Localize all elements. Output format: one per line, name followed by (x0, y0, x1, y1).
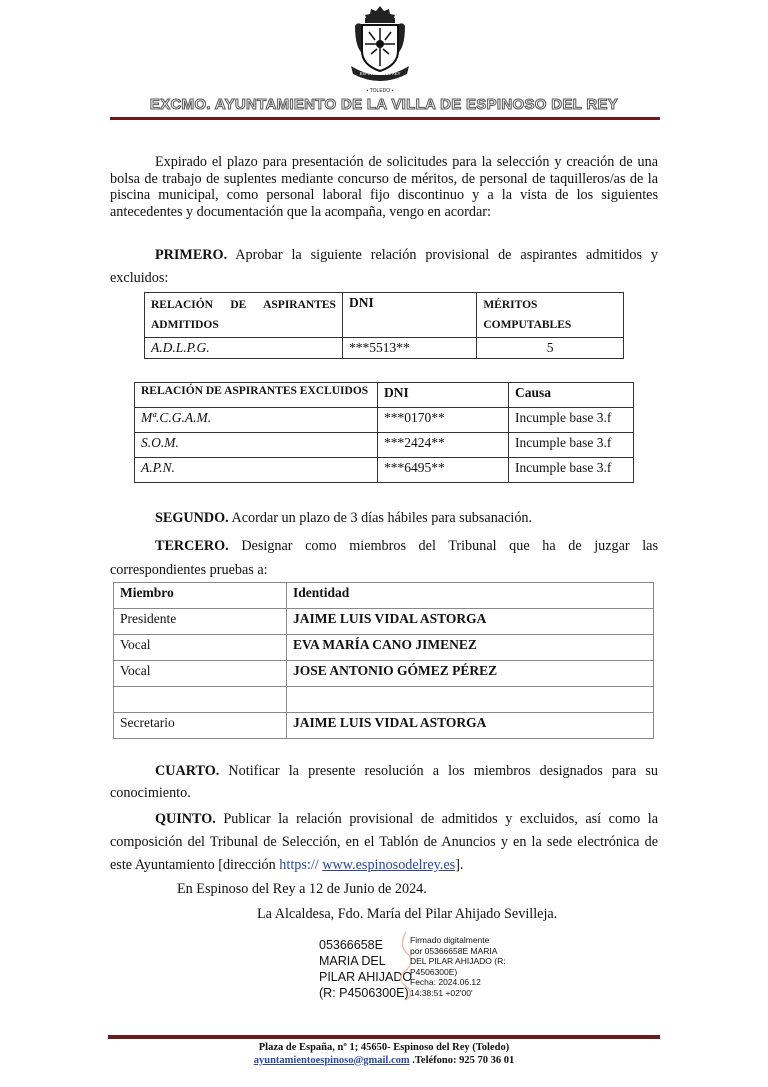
quinto-label: QUINTO. (155, 811, 216, 827)
table-row (114, 687, 654, 713)
member-name: JAIME LUIS VIDAL ASTORGA (287, 609, 654, 635)
footer-email-link[interactable]: ayuntamientoespinoso@gmail.com (253, 1054, 410, 1066)
excluded-name: A.P.N. (135, 458, 378, 483)
place-date: En Espinoso del Rey a 12 de Junio de 2024. (177, 881, 427, 897)
table-row (135, 458, 634, 483)
header-divider (110, 117, 660, 120)
tercero-paragraph (110, 534, 658, 582)
signature-line: PILAR AHIJADO (319, 970, 413, 984)
signature-detail: Fecha: 2024.06.12 (410, 977, 481, 987)
table-header-cell: Causa (509, 383, 634, 408)
table-header-cell: RELACIÓN DE ASPIRANTES ADMITIDOS (145, 293, 343, 338)
signature-detail: Firmado digitalmente (410, 935, 490, 945)
crest-caption: • TOLEDO • (366, 88, 394, 94)
segundo-label: SEGUNDO. (155, 510, 229, 526)
primero-paragraph (110, 244, 658, 290)
member-role (114, 687, 287, 713)
member-name (287, 687, 654, 713)
member-name: JAIME LUIS VIDAL ASTORGA (287, 713, 654, 739)
table-header-cell: DNI (378, 383, 509, 408)
table-header-row (114, 583, 654, 609)
table-row (135, 408, 634, 433)
member-role: Secretario (114, 713, 287, 739)
table-header-cell: Identidad (287, 583, 654, 609)
table-header-cell: RELACIÓN DE ASPIRANTES EXCLUIDOS (135, 383, 378, 408)
excluded-cause: Incumple base 3.f (509, 433, 634, 458)
website-link-prefix: https:// (279, 857, 319, 873)
signature-detail: P4506300E) (410, 966, 458, 977)
excluded-cause: Incumple base 3.f (509, 458, 634, 483)
website-link[interactable]: www.espinosodelrey.es (322, 857, 456, 873)
primero-label: PRIMERO. (155, 247, 228, 263)
admitted-merits: 5 (477, 338, 624, 359)
admitted-dni: ***5513** (342, 338, 476, 359)
signature-detail: DEL PILAR AHIJADO (R: (410, 956, 506, 966)
tercero-text: Designar como miembros del Tribunal que ha de juzgar las correspondientes pruebas a: (110, 538, 658, 578)
member-role: Vocal (114, 661, 287, 687)
table-row (114, 635, 654, 661)
excluded-name: S.O.M. (135, 433, 378, 458)
table-row (114, 661, 654, 687)
segundo-text: Acordar un plazo de 3 días hábiles para subsanación. (231, 510, 533, 526)
excluded-cause: Incumple base 3.f (509, 408, 634, 433)
footer (0, 1042, 768, 1067)
signature-detail: por 05366658E MARIA (410, 945, 498, 956)
member-name: JOSE ANTONIO GÓMEZ PÉREZ (287, 661, 654, 687)
excluded-dni: ***0170** (378, 408, 509, 433)
signature-line: (R: P4506300E) (319, 986, 409, 1000)
admitted-table (144, 292, 624, 359)
primero-text: Aprobar la siguiente relación provisional de aspirantes admitidos y excluidos: (110, 247, 659, 286)
cuarto-label: CUARTO. (155, 763, 220, 779)
tribunal-table (113, 582, 654, 739)
excluded-dni: ***2424** (378, 433, 509, 458)
segundo-paragraph (110, 510, 658, 527)
signature-line: 05366658E (319, 938, 383, 952)
quinto-text: Publicar la relación provisional de admitidos y excluidos, así como la composición del Tribunal de Selección, en el Tablón de Anuncios y en la sede electrónica de este Ayuntamiento [dirección (110, 811, 659, 873)
footer-phone: .Teléfono: 925 70 36 01 (409, 1054, 515, 1066)
cuarto-text: Notificar la presente resolución a los miembros designados para su conocimiento. (110, 763, 659, 801)
admitted-name: A.D.L.P.G. (145, 338, 343, 359)
footer-address: Plaza de España, nº 1; 45650- Espinoso del Rey (Toledo) (258, 1042, 510, 1053)
signature-line: MARIA DEL (319, 954, 386, 968)
table-header-cell: MÉRITOS COMPUTABLES (477, 293, 624, 338)
member-role: Vocal (114, 635, 287, 661)
quinto-paragraph (110, 808, 658, 877)
member-name: EVA MARÍA CANO JIMENEZ (287, 635, 654, 661)
table-header-row (135, 383, 634, 408)
table-header-row (145, 293, 624, 338)
cuarto-paragraph (110, 760, 658, 804)
page-title: EXCMO. AYUNTAMIENTO DE LA VILLA DE ESPINOSO DEL REY (149, 96, 619, 113)
footer-divider (108, 1035, 660, 1039)
table-header-cell: Miembro (114, 583, 287, 609)
table-row (114, 713, 654, 739)
crest-motto: ESPINOSO DEL REY (359, 71, 401, 76)
footer-contact (0, 1055, 768, 1068)
quinto-end: ]. (455, 857, 464, 873)
table-row (114, 609, 654, 635)
excluded-dni: ***6495** (378, 458, 509, 483)
excluded-name: Mª.C.G.A.M. (135, 408, 378, 433)
signer-line: La Alcaldesa, Fdo. María del Pilar Ahijado Sevilleja. (257, 906, 558, 922)
municipal-crest-logo (345, 4, 415, 96)
intro-paragraph: Expirado el plazo para presentación de solicitudes para la selección y creación de una bolsa de trabajo de suplentes mediante concurso de méritos, de personal de taquilleros/as de la piscina municipal, como personal laboral fijo discontinuo y a la vista de los siguientes antecedentes y documentación que la acompaña, vengo en acordar: (110, 154, 658, 220)
tercero-label: TERCERO. (155, 538, 229, 554)
excluded-table (134, 382, 634, 483)
member-role: Presidente (114, 609, 287, 635)
table-row (145, 338, 624, 359)
signature-detail: 14:38:51 +02'00' (410, 987, 473, 998)
table-row (135, 433, 634, 458)
table-header-cell: DNI (342, 293, 476, 338)
signature-details-block (410, 935, 506, 998)
